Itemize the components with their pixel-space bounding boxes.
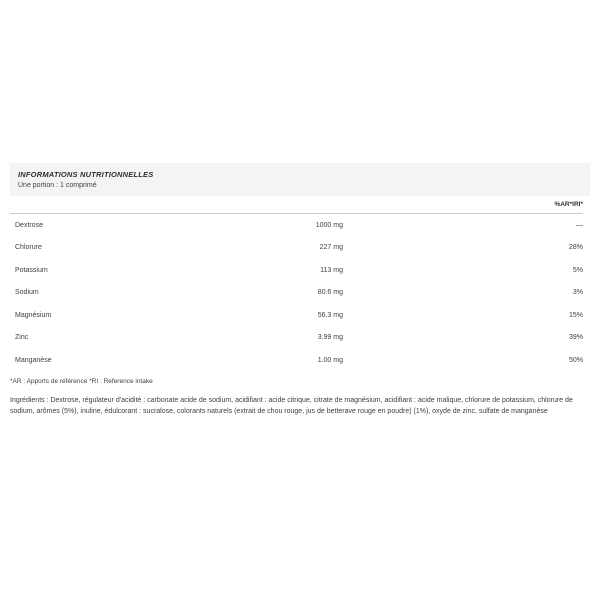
table-row	[10, 304, 583, 327]
nutrient-amount: 56.3 mg	[317, 311, 343, 319]
nutrient-percent: 15%	[568, 311, 583, 319]
nutrient-name: Chlorure	[15, 244, 42, 252]
table-row	[10, 214, 583, 237]
nutrient-percent: 3%	[572, 289, 583, 297]
serving-size: Une portion : 1 comprimé	[18, 182, 97, 189]
table-row	[10, 282, 583, 305]
table-row	[10, 259, 583, 282]
nutrient-table	[10, 213, 583, 372]
nutrient-amount: 3.99 mg	[317, 334, 343, 342]
nutrient-amount: 1.00 mg	[317, 356, 343, 364]
nutrient-name: Dextrose	[15, 221, 44, 229]
panel-header	[10, 163, 590, 196]
ingredients-text: Ingrédients : Dextrose, régulateur d'acidité : carbonate acide de sodium, acidifiant : acide citrique, citrate de magnésium, acidifiant : acide malique, chlorure de potassium, chlorure de sodium, arômes (5%), inuline, édulcorant : sucralose, colorants naturels (extrait de chou rouge, jus de betterave rouge en poudre) (1%), oxyde de zinc, sulfate de manganèse	[10, 396, 573, 415]
nutrient-name: Magnésium	[15, 311, 52, 319]
nutrient-percent: 50%	[568, 356, 583, 364]
nutrient-name: Zinc	[15, 334, 29, 342]
panel-title: INFORMATIONS NUTRITIONNELLES	[18, 170, 154, 179]
nutrient-percent: 5%	[572, 266, 583, 274]
nutrient-amount: 80.6 mg	[317, 289, 343, 297]
table-row	[10, 349, 583, 372]
table-row	[10, 237, 583, 260]
nutrient-amount: 227 mg	[319, 244, 343, 252]
nutrient-amount: 113 mg	[320, 266, 343, 274]
percent-column-header: %AR*IRI*	[554, 201, 583, 208]
nutrient-amount: 1000 mg	[315, 221, 343, 229]
nutrient-name: Manganèse	[15, 356, 52, 364]
table-row	[10, 327, 583, 350]
nutrient-percent: 39%	[568, 334, 583, 342]
nutrition-panel	[10, 163, 590, 417]
nutrient-percent: 28%	[568, 244, 583, 252]
nutrient-name: Potassium	[15, 266, 48, 274]
nutrient-name: Sodium	[15, 289, 39, 297]
nutrient-percent: —	[576, 221, 583, 229]
reference-footnote: *AR : Apports de référence *RI : Reference intake	[10, 377, 153, 385]
